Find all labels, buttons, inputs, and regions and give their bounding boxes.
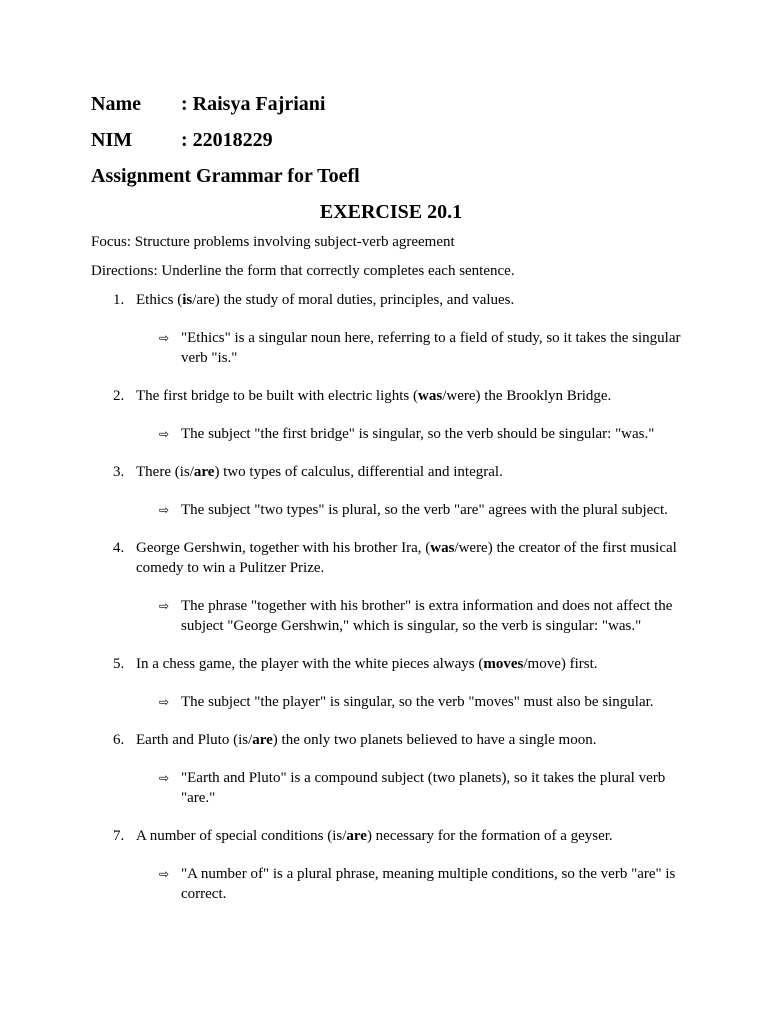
sentence-pre: George Gershwin, together with his brother Ira, ( (136, 540, 431, 556)
name-label: Name (91, 93, 141, 115)
assignment-title: Assignment Grammar for Toefl (91, 165, 360, 187)
explanation-note (91, 328, 691, 368)
exercise-item (91, 538, 691, 578)
explanation-note (91, 424, 691, 444)
right-arrow-icon: ⇨ (159, 771, 170, 785)
exercise-title: EXERCISE 20.1 (319, 201, 463, 223)
exercise-item (91, 654, 691, 674)
correct-answer: are (252, 732, 273, 748)
sentence-pre: Earth and Pluto (is/ (136, 732, 253, 748)
focus-text: Focus: Structure problems involving subject-verb agreement (91, 234, 455, 250)
explanation-note (91, 596, 691, 636)
item-number: 1. (113, 292, 125, 308)
correct-answer: moves (483, 656, 524, 672)
correct-answer: is (182, 292, 193, 308)
item-number: 7. (113, 828, 125, 844)
exercise-item (91, 290, 691, 310)
sentence-post: ) two types of calculus, differential and integral. (214, 464, 503, 480)
correct-answer: was (430, 540, 455, 556)
sentence-pre: The first bridge to be built with electric lights ( (136, 388, 419, 404)
explanation-note (91, 500, 691, 520)
correct-answer: was (418, 388, 443, 404)
exercise-item (91, 386, 691, 406)
sentence-post: /are) the study of moral duties, principles, and values. (192, 292, 515, 308)
explanation-note (91, 864, 691, 904)
explanation-note (91, 768, 691, 808)
name-value: : Raisya Fajriani (181, 93, 326, 115)
exercise-item (91, 462, 691, 482)
nim-label: NIM (91, 129, 133, 151)
sentence-pre: There (is/ (136, 464, 194, 480)
explanation-text: "Ethics" is a singular noun here, referring to a field of study, so it takes the singular verb "is." (181, 330, 681, 366)
nim-value: : 22018229 (181, 129, 273, 151)
nim-line (91, 128, 691, 152)
right-arrow-icon: ⇨ (159, 427, 170, 441)
item-number: 5. (113, 656, 125, 672)
item-number: 3. (113, 464, 125, 480)
document-page (91, 92, 691, 922)
sentence-post: ) the only two planets believed to have a single moon. (272, 732, 597, 748)
sentence-pre: In a chess game, the player with the white pieces always ( (136, 656, 484, 672)
item-number: 6. (113, 732, 125, 748)
exercise-item (91, 826, 691, 846)
sentence-pre: Ethics ( (136, 292, 183, 308)
sentence-pre: A number of special conditions (is/ (136, 828, 347, 844)
right-arrow-icon: ⇨ (159, 503, 170, 517)
sentence-post: /were) the creator of the first musical comedy to win a Pulitzer Prize. (136, 540, 677, 576)
right-arrow-icon: ⇨ (159, 599, 170, 613)
explanation-text: "Earth and Pluto" is a compound subject (two planets), so it takes the plural verb "are." (181, 770, 666, 806)
explanation-text: "A number of" is a plural phrase, meaning multiple conditions, so the verb "are" is correct. (181, 866, 676, 902)
explanation-text: The subject "the first bridge" is singular, so the verb should be singular: "was." (181, 426, 655, 442)
item-number: 4. (113, 540, 125, 556)
sentence-post: /move) first. (523, 656, 598, 672)
sentence-post: ) necessary for the formation of a geyser. (366, 828, 613, 844)
correct-answer: are (193, 464, 215, 480)
exercise-list (91, 290, 691, 904)
explanation-note (91, 692, 691, 712)
explanation-text: The subject "two types" is plural, so the verb "are" agrees with the plural subject. (181, 502, 668, 518)
sentence-post: /were) the Brooklyn Bridge. (442, 388, 612, 404)
correct-answer: are (346, 828, 367, 844)
explanation-text: The phrase "together with his brother" is extra information and does not affect the subject "George Gershwin," which is singular, so the verb is singular: "was." (181, 598, 673, 634)
directions-text: Directions: Underline the form that correctly completes each sentence. (91, 263, 515, 279)
item-number: 2. (113, 388, 125, 404)
right-arrow-icon: ⇨ (159, 867, 170, 881)
explanation-text: The subject "the player" is singular, so the verb "moves" must also be singular. (181, 694, 654, 710)
exercise-item (91, 730, 691, 750)
right-arrow-icon: ⇨ (159, 331, 170, 345)
name-line (91, 92, 691, 116)
right-arrow-icon: ⇨ (159, 695, 170, 709)
